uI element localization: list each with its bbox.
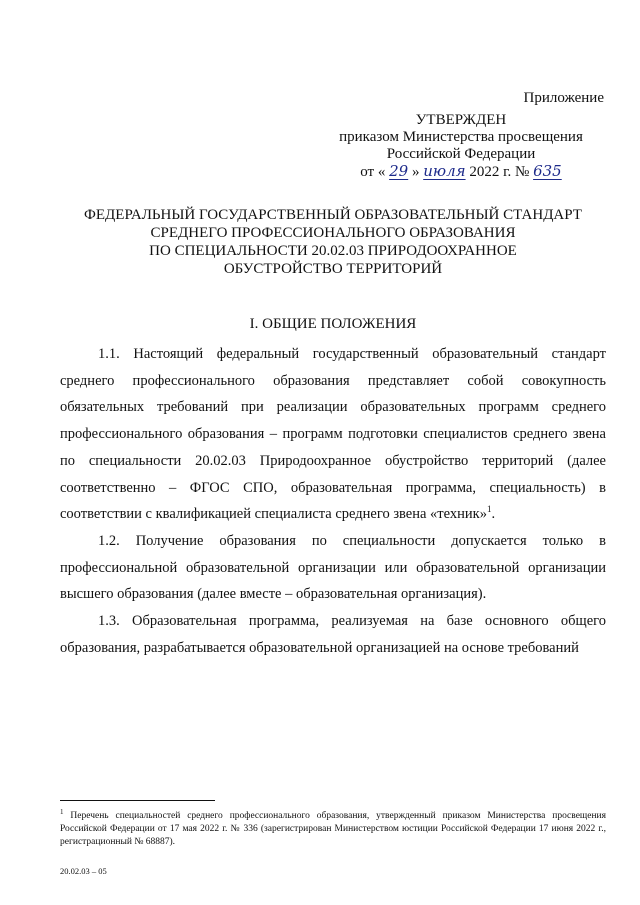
paragraph-1-1 — [60, 341, 606, 528]
footnote-mark: 1 — [60, 808, 64, 816]
paragraph-1-3: 1.3. Образовательная программа, реализуемая на базе основного общего образования, разрабатывается образовательной организацией на основе требований — [60, 613, 606, 656]
footnote-text: Перечень специальностей среднего профессионального образования, утвержденный приказом Министерства просвещения Российской Федерации от 17 мая 2022 г. № 336 (зарегистрирован Министерством юстиции Российской Федерации 17 июня 2022 г., регистрационный № 68887). — [60, 811, 606, 848]
footnote-divider — [60, 800, 215, 801]
page-code: 20.02.03 – 05 — [60, 866, 107, 876]
title-line-3: ПО СПЕЦИАЛЬНОСТИ 20.02.03 ПРИРОДООХРАННОЕ — [149, 243, 517, 259]
approved-heading: УТВЕРЖДЕН — [415, 112, 507, 128]
paragraph-1-2: 1.2. Получение образования по специальности допускается только в профессиональной образовательной организации или образовательной организации высшего образования (далее вместе – образовательная организация). — [60, 532, 606, 603]
date-prefix: от « — [360, 164, 386, 180]
order-line-1: приказом Министерства просвещения — [339, 129, 583, 145]
order-date-line — [330, 163, 592, 181]
document-title — [60, 206, 606, 278]
date-year: 2022 г. № — [469, 164, 530, 180]
paragraph-1-1-end: . — [491, 506, 496, 523]
approval-block — [330, 112, 592, 181]
handwritten-day: 29 — [389, 162, 409, 180]
body-text — [60, 341, 606, 661]
handwritten-order-number: 635 — [533, 162, 562, 180]
paragraph-1-1-text: 1.1. Настоящий федеральный государственный образовательный стандарт среднего профессионального образования представляет собой совокупность обязательных требований при реализации образовательных программ среднего профессионального образования – программ подготовки специалистов среднего звена по специальности 20.02.03 Природоохранное обустройство территорий (далее соответственно – ФГОС СПО, образовательная программа, специальность) в соответствии с квалификацией специалиста среднего звена «техник» — [60, 346, 606, 523]
section-heading: I. ОБЩИЕ ПОЛОЖЕНИЯ — [249, 316, 417, 332]
title-line-4: ОБУСТРОЙСТВО ТЕРРИТОРИЙ — [223, 261, 443, 277]
footnote — [60, 806, 606, 849]
date-mid: » — [411, 164, 420, 180]
order-line-2: Российской Федерации — [386, 146, 536, 162]
appendix-label: Приложение — [523, 90, 604, 106]
handwritten-month: июля — [423, 162, 466, 180]
title-line-1: ФЕДЕРАЛЬНЫЙ ГОСУДАРСТВЕННЫЙ ОБРАЗОВАТЕЛЬНЫЙ СТАНДАРТ — [84, 207, 582, 223]
title-line-2: СРЕДНЕГО ПРОФЕССИОНАЛЬНОГО ОБРАЗОВАНИЯ — [150, 225, 516, 241]
footnote-reference: 1 — [486, 504, 492, 515]
